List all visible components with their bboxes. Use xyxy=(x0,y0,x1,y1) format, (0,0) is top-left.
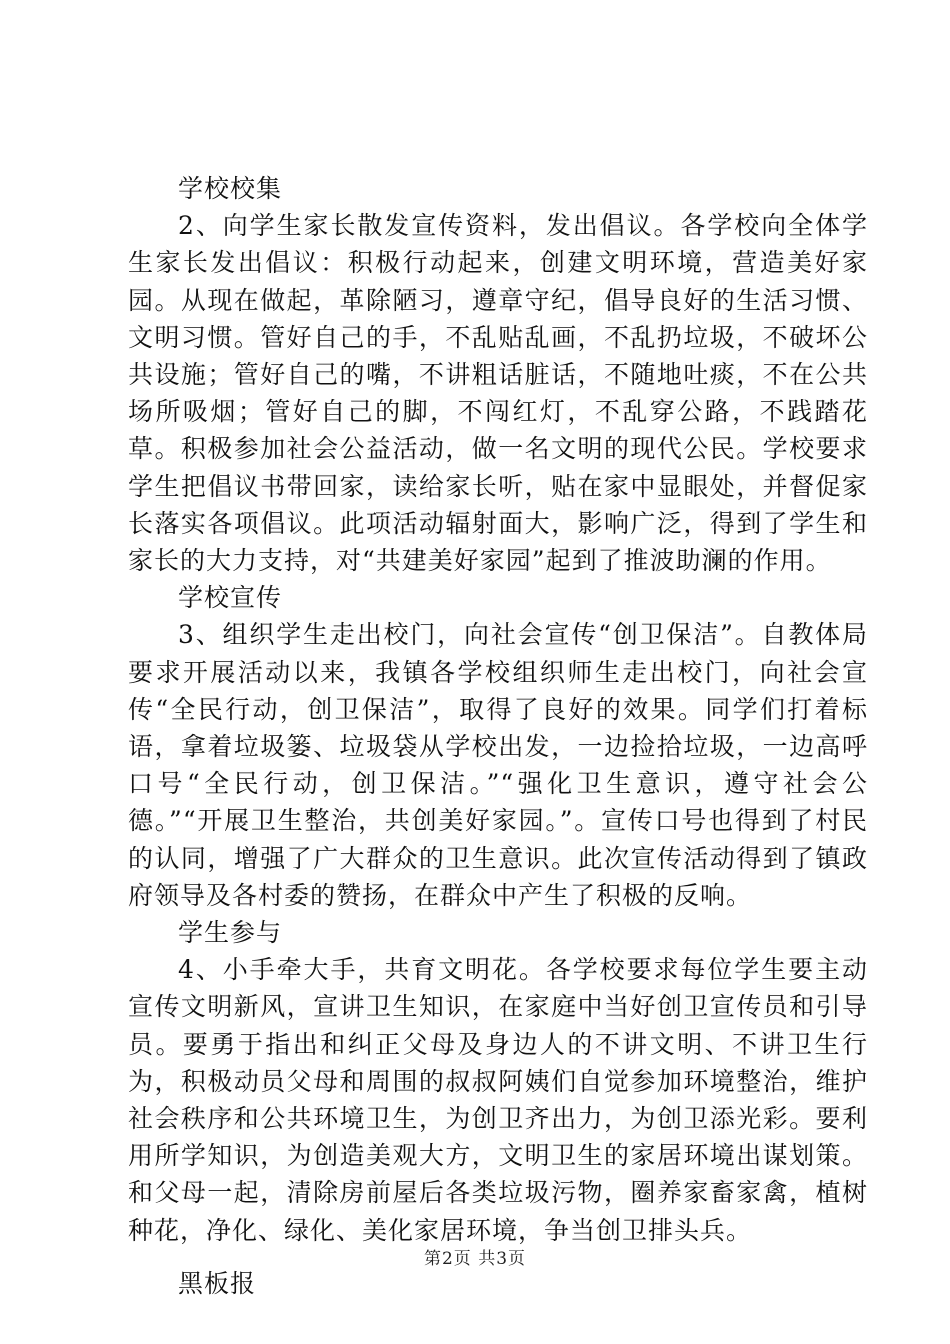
final-heading: 黑板报 xyxy=(178,1268,257,1298)
section-heading: 学校校集 xyxy=(178,174,283,203)
document-body xyxy=(128,170,868,1302)
page-footer: 第2页 共3页 xyxy=(423,1249,527,1269)
section-paragraph: 3、组织学生走出校门，向社会宣传“创卫保洁”。自教体局要求开展活动以来，我镇各学校组织师生走出校门，向社会宣传“全民行动，创卫保洁”，取得了良好的效果。同学们打着标语，拿着垃圾篓、垃圾袋从学校出发，一边捡拾垃圾，一边高呼口号“全民行动，创卫保洁。”“强化卫生意识，遵守社会公德。”“开展卫生整治，共创美好家园。”。宣传口号也得到了村民的认同，增强了广大群众的卫生意识。此次宣传活动得到了镇政府领导及各村委的赞扬，在群众中产生了积极的反响。 xyxy=(128,620,868,910)
section-paragraph: 2、向学生家长散发宣传资料，发出倡议。各学校向全体学生家长发出倡议：积极行动起来，创建文明环境，营造美好家园。从现在做起，革除陋习，遵章守纪，倡导良好的生活习惯、文明习惯。管好自己的手，不乱贴乱画，不乱扔垃圾，不破坏公共设施；管好自己的嘴，不讲粗话脏话，不随地吐痰，不在公共场所吸烟；管好自己的脚，不闯红灯，不乱穿公路，不践踏花草。积极参加社会公益活动，做一名文明的现代公民。学校要求学生把倡议书带回家，读给家长听，贴在家中显眼处，并督促家长落实各项倡议。此项活动辐射面大，影响广泛，得到了学生和家长的大力支持，对“共建美好家园”起到了推波助澜的作用。 xyxy=(128,211,868,576)
section-paragraph: 4、小手牵大手，共育文明花。各学校要求每位学生要主动宣传文明新风，宣讲卫生知识，在家庭中当好创卫宣传员和引导员。要勇于指出和纠正父母及身边人的不讲文明、不讲卫生行为，积极动员父母和周围的叔叔阿姨们自觉参加环境整治，维护社会秩序和公共环境卫生，为创卫齐出力，为创卫添光彩。要利用所学知识，为创造美观大方，文明卫生的家居环境出谋划策。和父母一起，清除房前屋后各类垃圾污物，圈养家畜家禽，植树种花，净化、绿化、美化家居环境，争当创卫排头兵。 xyxy=(128,955,868,1245)
section-heading: 学生参与 xyxy=(178,918,283,948)
section-heading: 学校宣传 xyxy=(178,583,283,613)
